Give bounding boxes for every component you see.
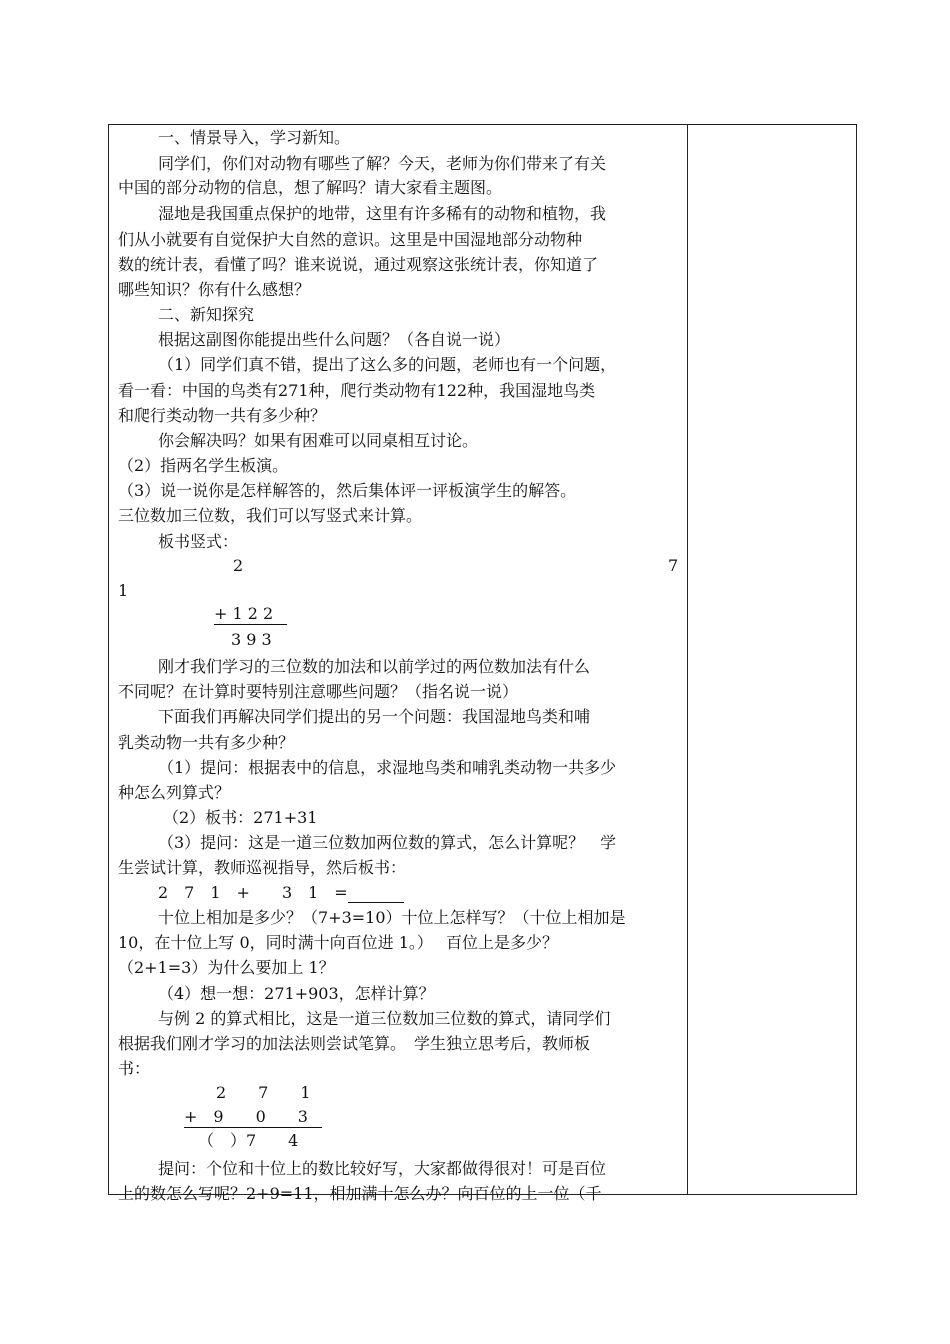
text-line: 中国的部分动物的信息，想了解吗？请大家看主题图。 bbox=[118, 178, 503, 197]
text-line: 十位上相加是多少？（7+3=10）十位上怎样写？（十位上相加是 bbox=[158, 908, 626, 927]
text-line: 根据这副图你能提出些什么问题？（各自说一说） bbox=[158, 330, 511, 349]
equation-line: 2 7 1 + 3 1 = bbox=[158, 883, 404, 903]
text-line: 数的统计表，看懂了吗？谁来说说，通过观察这张统计表，你知道了 bbox=[118, 255, 599, 274]
text-line: （2）板书：271+31 bbox=[163, 808, 318, 827]
column-divider bbox=[687, 125, 688, 1194]
text-line: 与例 2 的算式相比，这是一道三位数加三位数的算式，请同学们 bbox=[158, 1009, 611, 1028]
text-line: 板书竖式： bbox=[158, 532, 239, 551]
text-line: （2）指两名学生板演。 bbox=[118, 456, 289, 475]
text-line: 刚才我们学习的三位数的加法和以前学过的两位数加法有什么 bbox=[158, 657, 591, 676]
text-line: 们从小就要有自觉保护大自然的意识。这里是中国湿地部分动物种 bbox=[118, 230, 583, 249]
text-line: 提问：个位和十位上的数比较好写，大家都做得很对！可是百位 bbox=[158, 1159, 607, 1178]
digit: 2 bbox=[233, 556, 244, 575]
text-line: 生尝试计算，教师巡视指导，然后板书： bbox=[118, 858, 407, 877]
text-line: （4）想一想：271+903，怎样计算？ bbox=[158, 984, 435, 1003]
text-line: 上的数怎么写呢？2+9=11，相加满十怎么办？向百位的上一位（千 bbox=[118, 1184, 602, 1203]
text-line: 一、情景导入，学习新知。 bbox=[158, 128, 351, 147]
digit: 7 bbox=[668, 556, 679, 575]
text-line: 10，在十位上写 0，同时满十向百位进 1。） 百位上是多少？ bbox=[118, 933, 558, 952]
addend-line: 2 7 1 bbox=[216, 1083, 311, 1102]
text-line: 同学们，你们对动物有哪些了解？今天，老师为你们带来了有关 bbox=[158, 154, 607, 173]
text-line: 你会解决吗？如果有困难可以同桌相互讨论。 bbox=[158, 431, 479, 450]
text-line: （1）同学们真不错，提出了这么多的问题，老师也有一个问题， bbox=[158, 355, 617, 374]
text-line: 哪些知识？你有什么感想？ bbox=[118, 280, 311, 299]
text-line: 不同呢？在计算时要特别注意哪些问题？（指名说一说） bbox=[118, 682, 519, 701]
text-line: 乳类动物一共有多少种？ bbox=[118, 733, 295, 752]
text-line: 和爬行类动物一共有多少种？ bbox=[118, 406, 327, 425]
text-line: 二、新知探究 bbox=[158, 305, 255, 324]
text-line: （2+1=3）为什么要加上 1？ bbox=[118, 958, 335, 977]
addend-line: + 1 2 2 bbox=[214, 604, 287, 625]
text-line: 下面我们再解决同学们提出的另一个问题：我国湿地鸟类和哺 bbox=[158, 707, 591, 726]
text-line: 湿地是我国重点保护的地带，这里有许多稀有的动物和植物，我 bbox=[158, 204, 607, 223]
digit: 1 bbox=[118, 581, 129, 600]
text-line: 看一看：中国的鸟类有271种，爬行类动物有122种，我国湿地鸟类 bbox=[118, 381, 596, 400]
answer-blank bbox=[348, 885, 404, 903]
text-line: （3）说一说你是怎样解答的，然后集体评一评板演学生的解答。 bbox=[118, 481, 577, 500]
sum-line: （ ）7 4 bbox=[198, 1131, 299, 1150]
text-line: 三位数加三位数，我们可以写竖式来计算。 bbox=[118, 506, 423, 525]
text-line: 种怎么列算式？ bbox=[118, 783, 231, 802]
text-line: （1）提问：根据表中的信息，求湿地鸟类和哺乳类动物一共多少 bbox=[158, 758, 617, 777]
sum-line: 3 9 3 bbox=[231, 630, 272, 649]
text-line: （3）提问：这是一道三位数加两位数的算式，怎么计算呢？ 学 bbox=[158, 833, 617, 852]
text-line: 根据我们刚才学习的加法法则尝试笔算。 学生独立思考后，教师板 bbox=[118, 1034, 591, 1053]
addend-line: + 9 0 3 bbox=[184, 1107, 322, 1128]
text-line: 书： bbox=[118, 1059, 151, 1078]
